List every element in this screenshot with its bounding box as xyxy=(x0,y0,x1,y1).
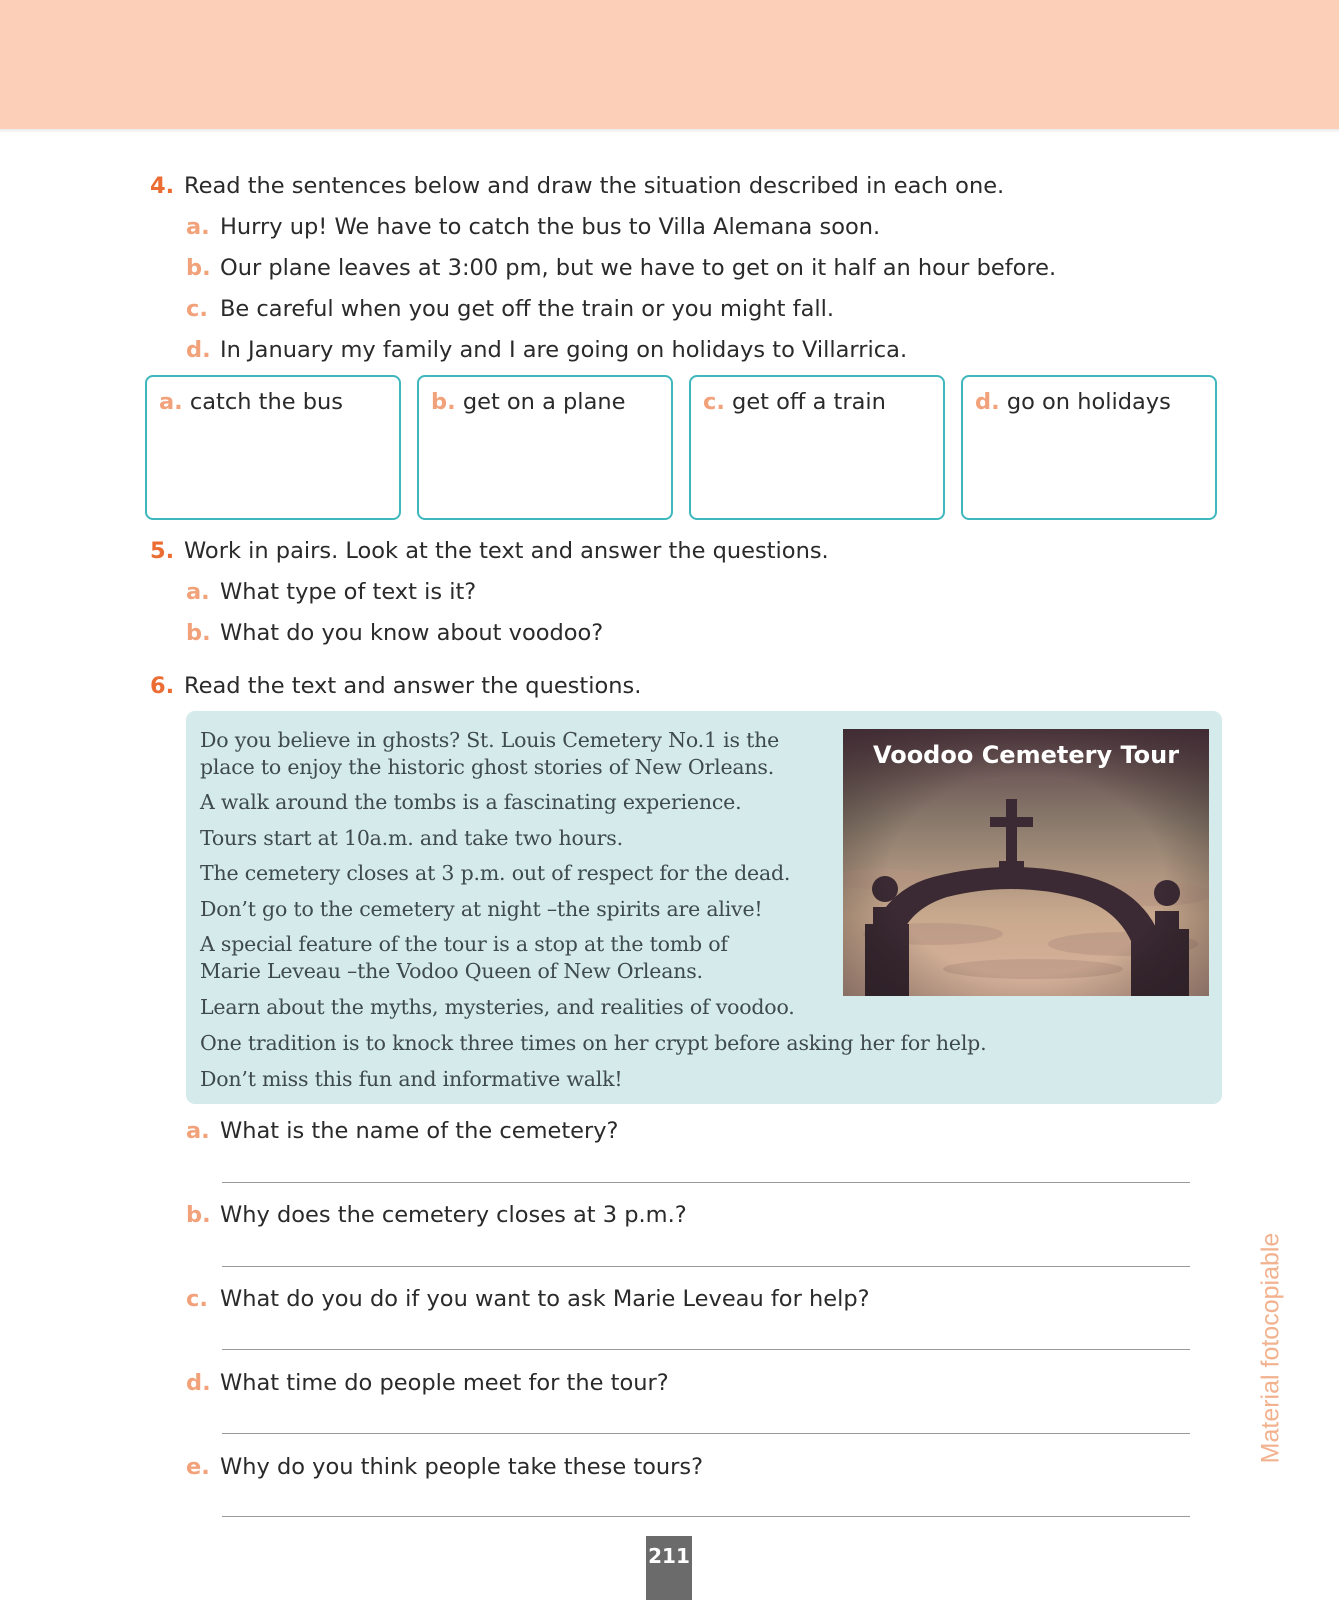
drawing-box-c[interactable] xyxy=(689,375,945,520)
exercise-6-instruction: 6. Read the text and answer the questions. xyxy=(150,673,642,699)
drawing-box-label: c. get off a train xyxy=(703,389,886,415)
header-band xyxy=(0,0,1339,129)
reading-line: Learn about the myths, mysteries, and realities of voodoo. xyxy=(200,995,795,1019)
exercise-5-item-b: b. What do you know about voodoo? xyxy=(186,620,604,646)
exercise-4-item-d: d. In January my family and I are going on holidays to Villarrica. xyxy=(186,337,908,363)
exercise-4-item-c: c. Be careful when you get off the train or you might fall. xyxy=(186,296,835,322)
cemetery-photo xyxy=(843,729,1209,996)
answer-line-b[interactable] xyxy=(222,1266,1190,1267)
photo-title: Voodoo Cemetery Tour xyxy=(872,741,1180,769)
exercise-5-item-a: a. What type of text is it? xyxy=(186,579,477,605)
question-a: a. What is the name of the cemetery? xyxy=(186,1118,619,1144)
drawing-box-a[interactable] xyxy=(145,375,401,520)
reading-line: Marie Leveau –the Vodoo Queen of New Orleans. xyxy=(200,959,703,983)
exercise-number: 5. xyxy=(150,538,175,564)
page-number: 211 xyxy=(646,1536,692,1600)
answer-line-c[interactable] xyxy=(222,1349,1190,1350)
exercise-4-item-a: a. Hurry up! We have to catch the bus to Villa Alemana soon. xyxy=(186,214,881,240)
answer-line-a[interactable] xyxy=(222,1182,1190,1183)
reading-line: place to enjoy the historic ghost stories of New Orleans. xyxy=(200,755,775,779)
drawing-box-label: b. get on a plane xyxy=(431,389,626,415)
question-c: c. What do you do if you want to ask Marie Leveau for help? xyxy=(186,1286,870,1312)
exercise-4-item-b: b. Our plane leaves at 3:00 pm, but we have to get on it half an hour before. xyxy=(186,255,1057,281)
header-shadow xyxy=(0,129,1339,133)
drawing-box-d[interactable] xyxy=(961,375,1217,520)
exercise-5-instruction: 5. Work in pairs. Look at the text and answer the questions. xyxy=(150,538,829,564)
question-b: b. Why does the cemetery closes at 3 p.m.? xyxy=(186,1202,687,1228)
answer-line-d[interactable] xyxy=(222,1433,1190,1434)
reading-line: Tours start at 10a.m. and take two hours. xyxy=(200,826,623,850)
drawing-box-b[interactable] xyxy=(417,375,673,520)
exercise-number: 6. xyxy=(150,673,175,699)
exercise-4-instruction: 4. Read the sentences below and draw the situation described in each one. xyxy=(150,173,1005,199)
reading-line: The cemetery closes at 3 p.m. out of respect for the dead. xyxy=(200,861,791,885)
drawing-box-label: d. go on holidays xyxy=(975,389,1171,415)
reading-line: A special feature of the tour is a stop at the tomb of xyxy=(200,932,728,956)
answer-line-e[interactable] xyxy=(222,1516,1190,1517)
reading-line: A walk around the tombs is a fascinating experience. xyxy=(200,790,742,814)
reading-line: One tradition is to knock three times on her crypt before asking her for help. xyxy=(200,1031,987,1055)
exercise-number: 4. xyxy=(150,173,175,199)
side-label: Material fotocopiable xyxy=(1256,1232,1285,1464)
question-e: e. Why do you think people take these tours? xyxy=(186,1454,704,1480)
reading-line: Don’t go to the cemetery at night –the spirits are alive! xyxy=(200,897,763,921)
drawing-box-label: a. catch the bus xyxy=(159,389,343,415)
question-d: d. What time do people meet for the tour? xyxy=(186,1370,669,1396)
reading-line: Don’t miss this fun and informative walk! xyxy=(200,1067,623,1091)
reading-line: Do you believe in ghosts? St. Louis Cemetery No.1 is the xyxy=(200,728,780,752)
